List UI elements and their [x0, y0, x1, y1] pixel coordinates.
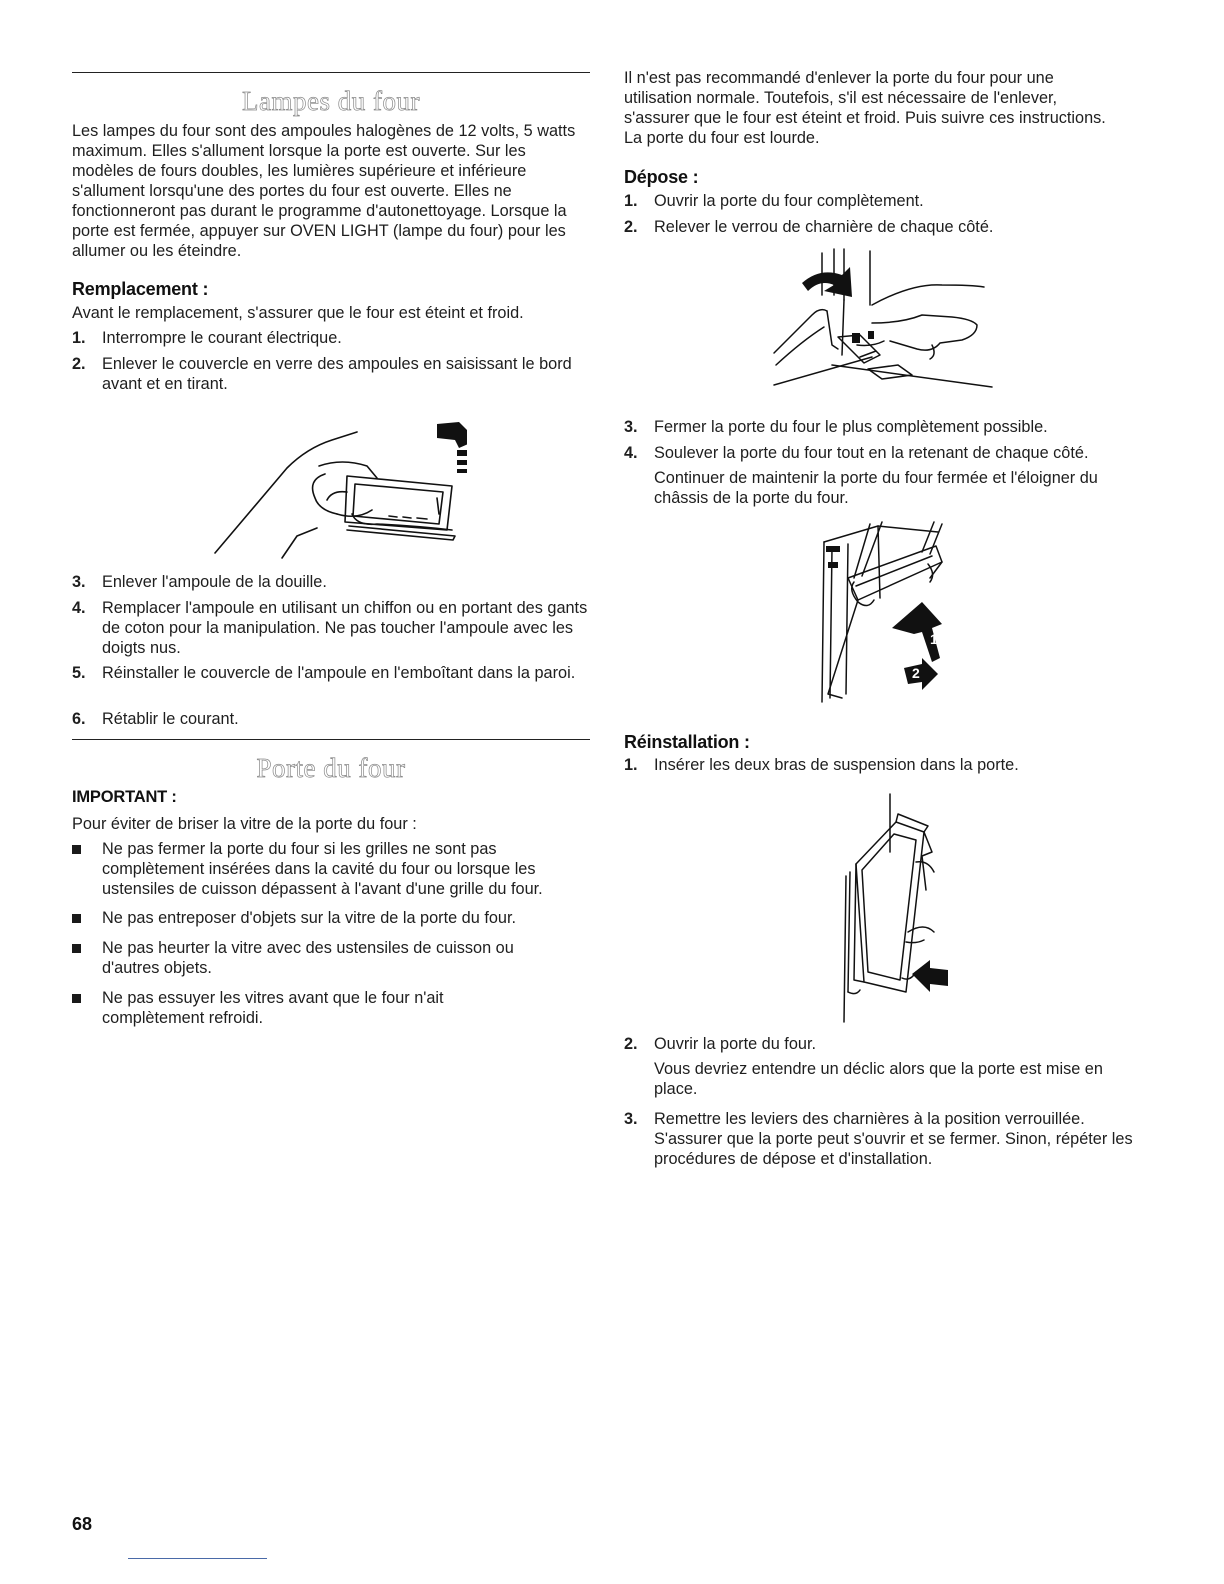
replacement-heading: Remplacement :: [72, 279, 209, 299]
replacement-step: 3. Enlever l'ampoule de la douille.: [72, 573, 327, 591]
removal-step: 1. Ouvrir la porte du four complètement.: [624, 192, 924, 210]
page-number: 68: [72, 1514, 93, 1534]
reinstallation-step: 3. Remettre les leviers des charnières à la position verrouillée. S'assurer que la porte peut s'ouvrir et se fermer. Sinon, répéter les procédures de dépose et d'installation.: [624, 1110, 1133, 1168]
replacement-intro: Avant le remplacement, s'assurer que le four est éteint et froid.: [72, 304, 524, 322]
replacement-step: 2. Enlever le couvercle en verre des ampoules en saisissant le bord avant et en tirant.: [72, 355, 572, 393]
arrow-label-2: 2: [912, 665, 920, 681]
warning-bullet: Ne pas fermer la porte du four si les grilles ne sont pas complètement insérées dans la cavité du four ou lorsque les ustensiles de cuisson dépassent à l'avant d'une grille du four.: [72, 839, 590, 899]
warning-bullet: Ne pas heurter la vitre avec des ustensiles de cuisson ou d'autres objets.: [72, 938, 590, 978]
removal-step: 3. Fermer la porte du four le plus complètement possible.: [624, 418, 1048, 436]
door-section-title: Porte du four: [256, 753, 406, 783]
removal-note: Continuer de maintenir la porte du four fermée et l'éloigner du châssis de la porte du four.: [654, 469, 1098, 507]
hinge-lock-illustration: [772, 245, 997, 393]
replacement-step: 5. Réinstaller le couvercle de l'ampoule en l'emboîtant dans la paroi.: [72, 664, 576, 682]
reinstallation-step: 1. Insérer les deux bras de suspension dans la porte.: [624, 756, 1019, 774]
replacement-step: 4. Remplacer l'ampoule en utilisant un chiffon ou en portant des gants de coton pour la manipulation. Ne pas toucher l'ampoule avec les doigts nus.: [72, 599, 588, 657]
important-intro: Pour éviter de briser la vitre de la porte du four :: [72, 815, 417, 833]
important-heading: IMPORTANT :: [72, 788, 177, 806]
section-divider-top: [72, 72, 590, 73]
lamps-intro-paragraph: Les lampes du four sont des ampoules halogènes de 12 volts, 5 watts maximum. Elles s'allument lorsque la porte est ouverte. Sur les modèles de fours doubles, les lumières supérieure et inférieure s'allument lorsqu'une des portes du four est ouverte. Elles ne fonctionneront pas durant le programme d'autonettoyage. Lorsque la porte est fermée, appuyer sur OVEN LIGHT (lampe du four) pour les allumer ou les éteindre.: [72, 122, 576, 260]
bullet-square-icon: [72, 994, 81, 1003]
lamps-section-title: Lampes du four: [242, 86, 420, 116]
footer-divider: [128, 1558, 267, 1559]
bulb-cover-removal-illustration: [207, 418, 467, 563]
arrow-label-1: 1: [930, 631, 938, 647]
door-removal-intro: Il n'est pas recommandé d'enlever la porte du four pour une utilisation normale. Toutefois, s'il est nécessaire de l'enlever, s'assurer que le four est éteint et froid. Puis suivre ces instructions. La porte du four est lourde.: [624, 69, 1106, 147]
reinstallation-note: Vous devriez entendre un déclic alors que la porte est mise en place.: [654, 1060, 1103, 1098]
door-lifting-illustration: [818, 518, 948, 708]
replacement-step: 6. Rétablir le courant.: [72, 710, 239, 728]
replacement-step: 1. Interrompre le courant électrique.: [72, 329, 342, 347]
reinstallation-heading: Réinstallation :: [624, 732, 750, 752]
reinstallation-step: 2. Ouvrir la porte du four.: [624, 1035, 816, 1053]
warning-bullet: Ne pas entreposer d'objets sur la vitre de la porte du four.: [72, 908, 590, 928]
removal-step: 2. Relever le verrou de charnière de chaque côté.: [624, 218, 994, 236]
warning-bullet: Ne pas essuyer les vitres avant que le four n'ait complètement refroidi.: [72, 988, 590, 1028]
door-hanger-insertion-illustration: [836, 792, 956, 1032]
bullet-square-icon: [72, 845, 81, 854]
section-divider-door: [72, 739, 590, 740]
bullet-square-icon: [72, 944, 81, 953]
removal-step: 4. Soulever la porte du four tout en la retenant de chaque côté.: [624, 444, 1089, 462]
removal-heading: Dépose :: [624, 167, 699, 187]
bullet-square-icon: [72, 914, 81, 923]
